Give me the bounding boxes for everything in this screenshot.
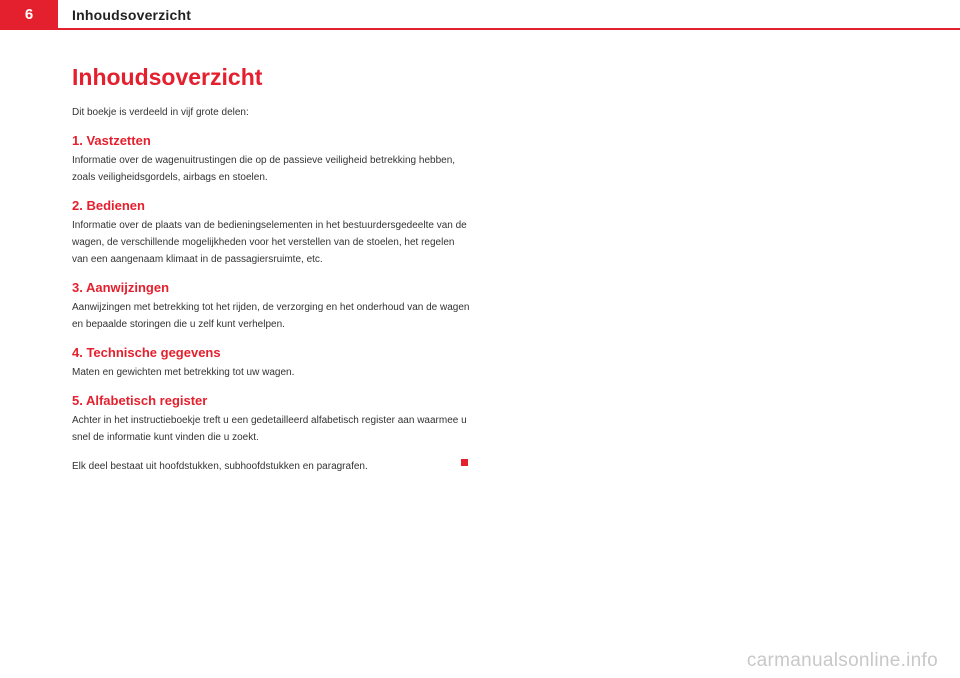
closing-text: Elk deel bestaat uit hoofdstukken, subhoofdstukken en paragrafen. <box>72 461 368 472</box>
section-heading-bedienen: 2. Bedienen <box>72 198 145 213</box>
header-title: Inhoudsoverzicht <box>72 7 192 23</box>
watermark: carmanualsonline.info <box>746 650 938 671</box>
end-of-section-marker-icon <box>461 459 468 466</box>
section-heading-technische-gegevens: 4. Technische gegevens <box>72 345 221 360</box>
header-divider <box>0 28 960 30</box>
section-body-technische-gegevens: Maten en gewichten met betrekking tot uw wagen. <box>72 367 295 378</box>
section-body-vastzetten: Informatie over de wagenuitrustingen die op de passieve veiligheid betrekking hebben, zoals veiligheidsgordels, airbags en stoelen. <box>72 155 456 183</box>
section-heading-vastzetten: 1. Vastzetten <box>72 133 151 148</box>
section-body-alfabetisch-register: Achter in het instructieboekje treft u een gedetailleerd alfabetisch register aan waarmee u snel de informatie kunt vinden die u zoekt. <box>72 415 467 443</box>
section-heading-alfabetisch-register: 5. Alfabetisch register <box>72 393 208 408</box>
page-header <box>0 0 960 30</box>
section-body-aanwijzingen: Aanwijzingen met betrekking tot het rijden, de verzorging en het onderhoud van de wagen en bepaalde storingen die u zelf kunt verhelpen. <box>72 302 470 330</box>
main-content <box>72 60 472 475</box>
page-title: Inhoudsoverzicht <box>72 64 263 90</box>
section-body-bedienen: Informatie over de plaats van de bedieningselementen in het bestuurdersgedeelte van de wagen, de verschillende mogelijkheden voor het verstellen van de stoelen, het regelen van een aangenaam klimaat in de passagiersruimte, etc. <box>72 220 467 265</box>
page-number: 6 <box>0 0 58 30</box>
section-heading-aanwijzingen: 3. Aanwijzingen <box>72 280 170 295</box>
intro-text: Dit boekje is verdeeld in vijf grote delen: <box>72 107 249 118</box>
